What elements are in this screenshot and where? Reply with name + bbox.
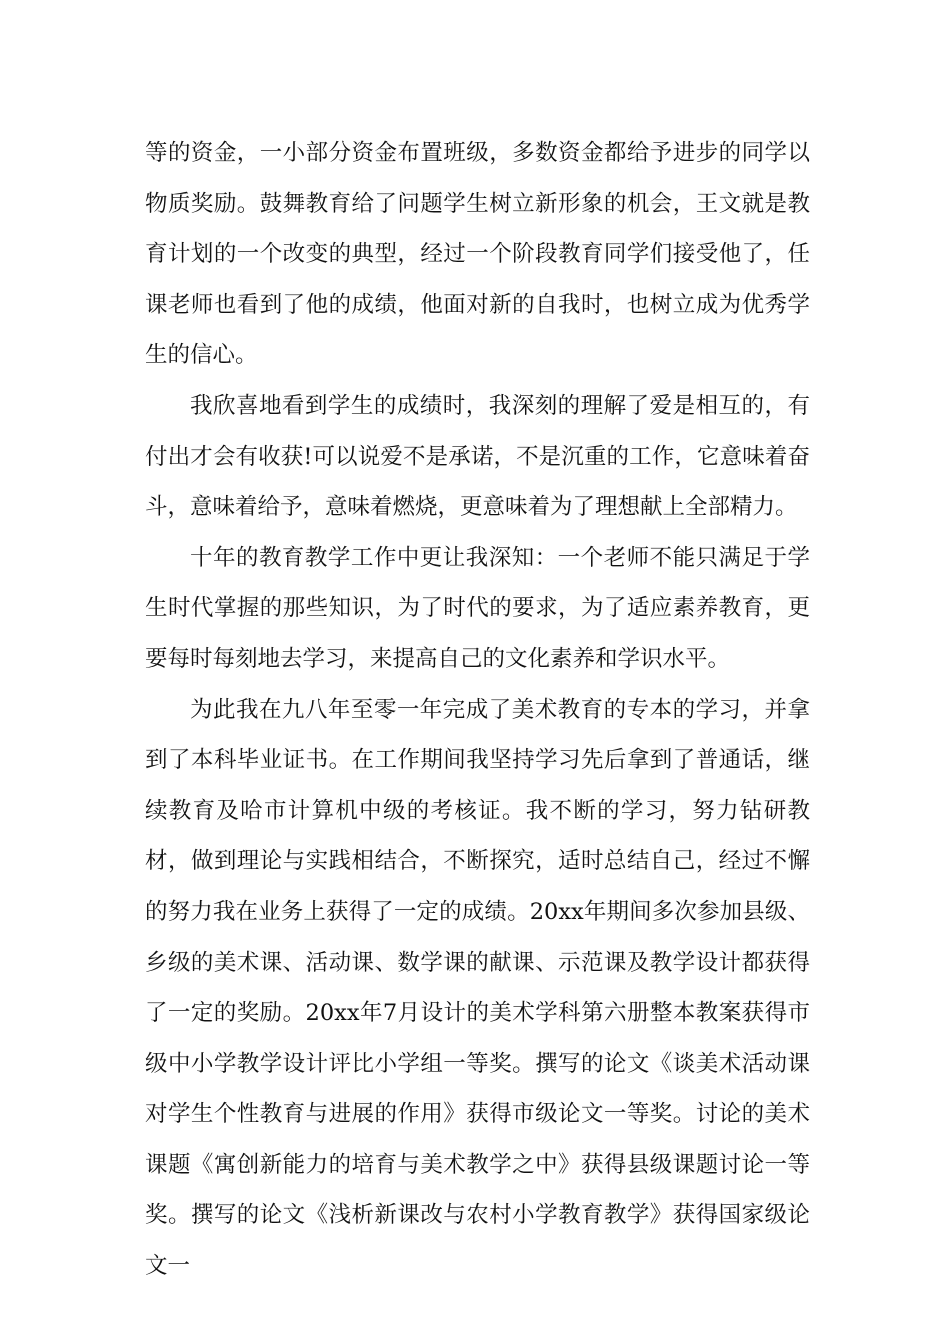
paragraph-3: 十年的教育教学工作中更让我深知：一个老师不能只满足于学生时代掌握的那些知识，为了时代的要求，为了适应素养教育，更要每时每刻地去学习，来提高自己的文化素养和学识水平。 (145, 544, 810, 672)
paragraph-1: 等的资金，一小部分资金布置班级，多数资金都给予进步的同学以物质奖励。鼓舞教育给了问题学生树立新形象的机会，王文就是教育计划的一个改变的典型，经过一个阶段教育同学们接受他了，任课老师也看到了他的成绩，他面对新的自我时，也树立成为优秀学生的信心。 (145, 140, 810, 369)
paragraph-2: 我欣喜地看到学生的成绩时，我深刻的理解了爱是相互的，有付出才会有收获!可以说爱不是承诺，不是沉重的工作，它意味着奋斗，意味着给予，意味着燃烧，更意味着为了理想献上全部精力。 (145, 392, 810, 521)
document-body (145, 128, 810, 1292)
paragraph-4: 为此我在九八年至零一年完成了美术教育的专本的学习，并拿到了本科毕业证书。在工作期间我坚持学习先后拿到了普通话，继续教育及哈市计算机中级的考核证。我不断的学习，努力钻研教材，做到理论与实践相结合，不断探究，适时总结自己，经过不懈的努力我在业务上获得了一定的成绩。20xx年期间多次参加县级、乡级的美术课、活动课、数学课的献课、示范课及教学设计都获得了一定的奖励。20xx年7月设计的美术学科第六册整本教案获得市级中小学教学设计评比小学组一等奖。撰写的论文《谈美术活动课对学生个性教育与进展的作用》获得市级论文一等奖。讨论的美术课题《寓创新能力的培育与美术教学之中》获得县级课题讨论一等奖。撰写的论文《浅析新课改与农村小学教育教学》获得国家级论文一 (145, 696, 810, 1280)
